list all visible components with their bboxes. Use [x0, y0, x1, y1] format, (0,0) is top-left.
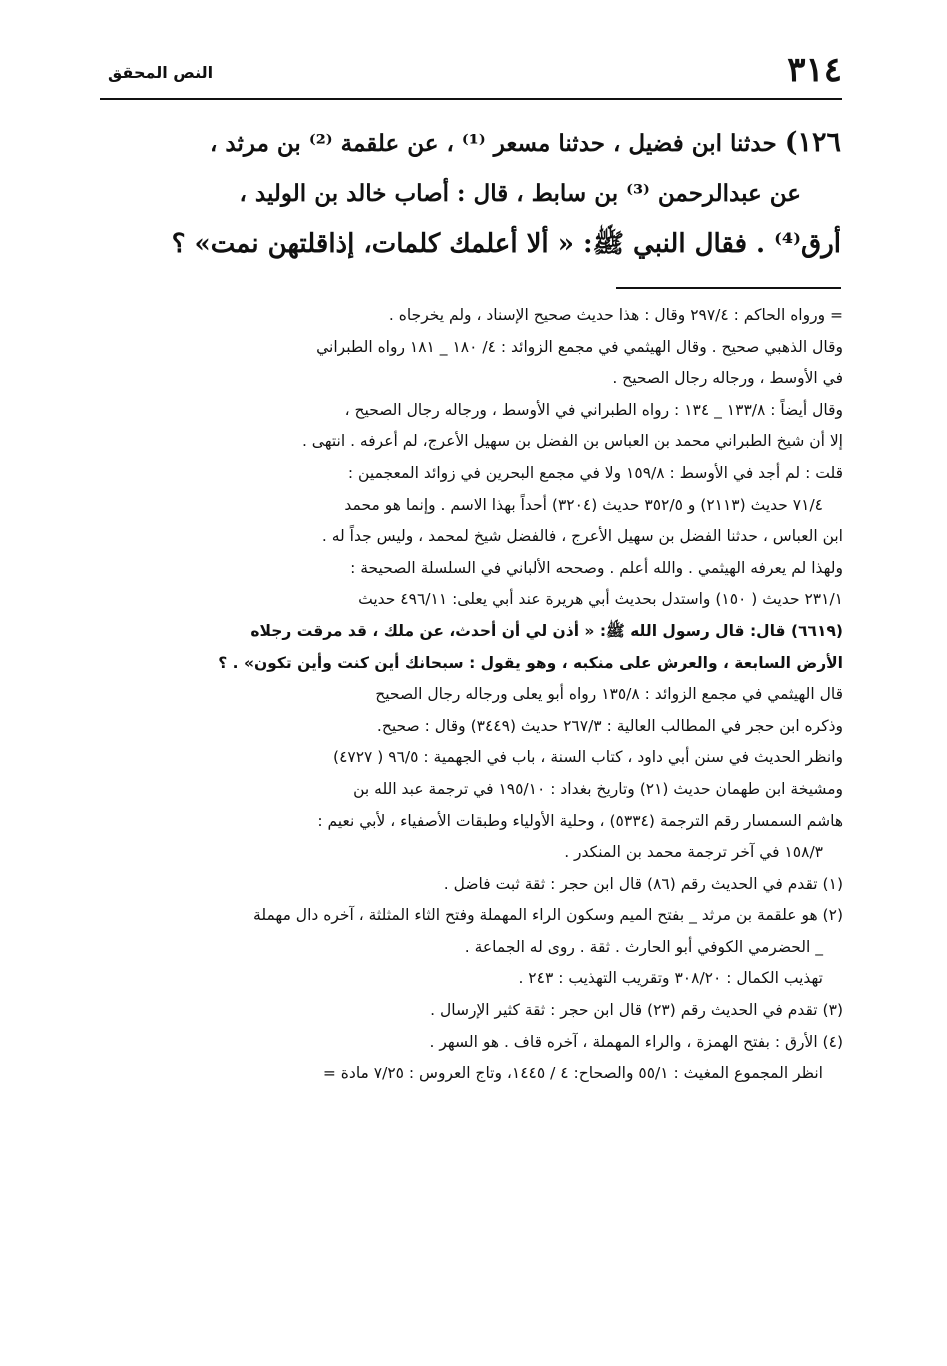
footnote-line: قلت : لم أجد في الأوسط : ١٥٩/٨ ولا في مجمع البحرين في زوائد المعجمين : [347, 463, 843, 482]
footnotes [93, 300, 843, 1090]
footnote-line: = ورواه الحاكم : ٢٩٧/٤ وقال : هذا حديث صحيح الإسناد ، ولم يخرجاه . [388, 306, 843, 324]
footnote-line: ابن العباس ، حدثنا الفضل بن سهيل الأعرج ، فالفضل شيخ لمحمد ، وليس جداً له . [321, 527, 843, 546]
footnote-line: هاشم السمسار رقم الترجمة (٥٣٣٤) ، وحلية الأولياء وطبقات الأصفياء ، لأبي نعيم : [317, 811, 843, 830]
page-number: ٣١٤ [787, 50, 842, 90]
footnote-line: (٦٦١٩) قال: قال رسول الله ﷺ: « أذن لي أن أحدث، عن ملك ، قد مرقت رجلاه [250, 621, 843, 640]
hadith-line-text: حدثنا ابن فضيل ، حدثنا مسعر ⁽¹⁾ ، عن علقمة ⁽²⁾ بن مرثد ، [210, 130, 777, 157]
footnote-line: وقال الذهبي صحيح . وقال الهيثمي في مجمع الزوائد : ٤/ ١٨٠ _ ١٨١ رواه الطبراني [316, 337, 843, 356]
header-divider [100, 98, 842, 100]
running-title: النص المحقق [108, 63, 214, 82]
footnote-2: (٢) هو علقمة بن مرثد _ بفتح الميم وسكون الراء المهملة وفتح الثاء المثلثة ، آخره دال مهملة [253, 906, 843, 925]
footnotes-divider [616, 287, 841, 289]
footnote-1: (١) تقدم في الحديث رقم (٨٦) قال ابن حجر : ثقة ثبت فاضل . [443, 874, 843, 893]
footnote-4: (٤) الأرق : بفتح الهمزة ، والراء المهملة ، آخره قاف . هو السهر . [429, 1032, 843, 1051]
footnote-line: ٢٣١/١ حديث ( ١٥٠) واستدل بحديث أبي هريرة عند أبي يعلى: ٤٩٦/١١ حديث [358, 590, 843, 609]
hadith-line-3: أرق⁽⁴⁾ . فقال النبي ﷺ: « ألا أعلمك كلمات، إذاقلتهن نمت» ؟ [171, 229, 841, 259]
hadith-line-1 [101, 118, 841, 169]
page-header [100, 48, 842, 94]
footnote-line: وقال أيضاً : ١٣٣/٨ _ ١٣٤ : رواه الطبراني في الأوسط ، ورجاله رجال الصحيح ، [344, 400, 843, 419]
footnote-line: ولهذا لم يعرفه الهيثمي . والله أعلم . وصححه الألباني في السلسلة الصحيحة : [350, 558, 843, 577]
footnote-3: (٣) تقدم في الحديث رقم (٢٣) قال ابن حجر : ثقة كثير الإرسال . [430, 1001, 843, 1020]
hadith-number: ١٢٦) [784, 127, 841, 158]
footnote-line: وذكره ابن حجر في المطالب العالية : ٢٦٧/٣ حديث (٣٤٤٩) وقال : صحيح. [376, 716, 843, 735]
footnote-line: قال الهيثمي في مجمع الزوائد : ١٣٥/٨ رواه أبو يعلى ورجاله رجال الصحيح [375, 685, 843, 704]
footnote-line: إلا أن شيخ الطبراني محمد بن العباس بن الفضل بن سهيل الأعرج، لم أعرفه . انتهى . [301, 432, 843, 451]
hadith-text [101, 118, 841, 269]
footnote-line: ومشيخة ابن طهمان حديث (٢١) وتاريخ بغداد : ١٩٥/١٠ في ترجمة عبد الله بن [353, 779, 843, 798]
footnote-line: ٧١/٤ حديث (٢١١٣) و ٣٥٢/٥ حديث (٣٢٠٤) أحداً بهذا الاسم . وإنما هو محمد [344, 495, 823, 514]
footnote-line: _ الحضرمي الكوفي أبو الحارث . ثقة . روى له الجماعة . [464, 937, 823, 956]
hadith-line-2: عن عبدالرحمن ⁽³⁾ بن سابط ، قال : أصاب خالد بن الوليد ، [239, 180, 801, 207]
footnote-line: الأرض السابعة ، والعرش على منكبه ، وهو يقول : سبحانك أين كنت وأين تكون» . ؟ [218, 653, 843, 672]
footnote-line: انظر المجموع المغيث : ٥٥/١ والصحاح: ٤ / ١٤٤٥، وتاج العروس : ٧/٢٥ مادة = [322, 1064, 823, 1083]
footnote-line: ١٥٨/٣ في آخر ترجمة محمد بن المنكدر . [564, 843, 823, 862]
footnote-line: تهذيب الكمال : ٣٠٨/٢٠ وتقريب التهذيب : ٢٤٣ . [518, 969, 823, 988]
footnote-line: وانظر الحديث في سنن أبي داود ، كتاب السنة ، باب في الجهمية : ٩٦/٥ ( ٤٧٢٧) [333, 748, 843, 767]
footnote-line: في الأوسط ، ورجاله رجال الصحيح . [612, 369, 843, 388]
